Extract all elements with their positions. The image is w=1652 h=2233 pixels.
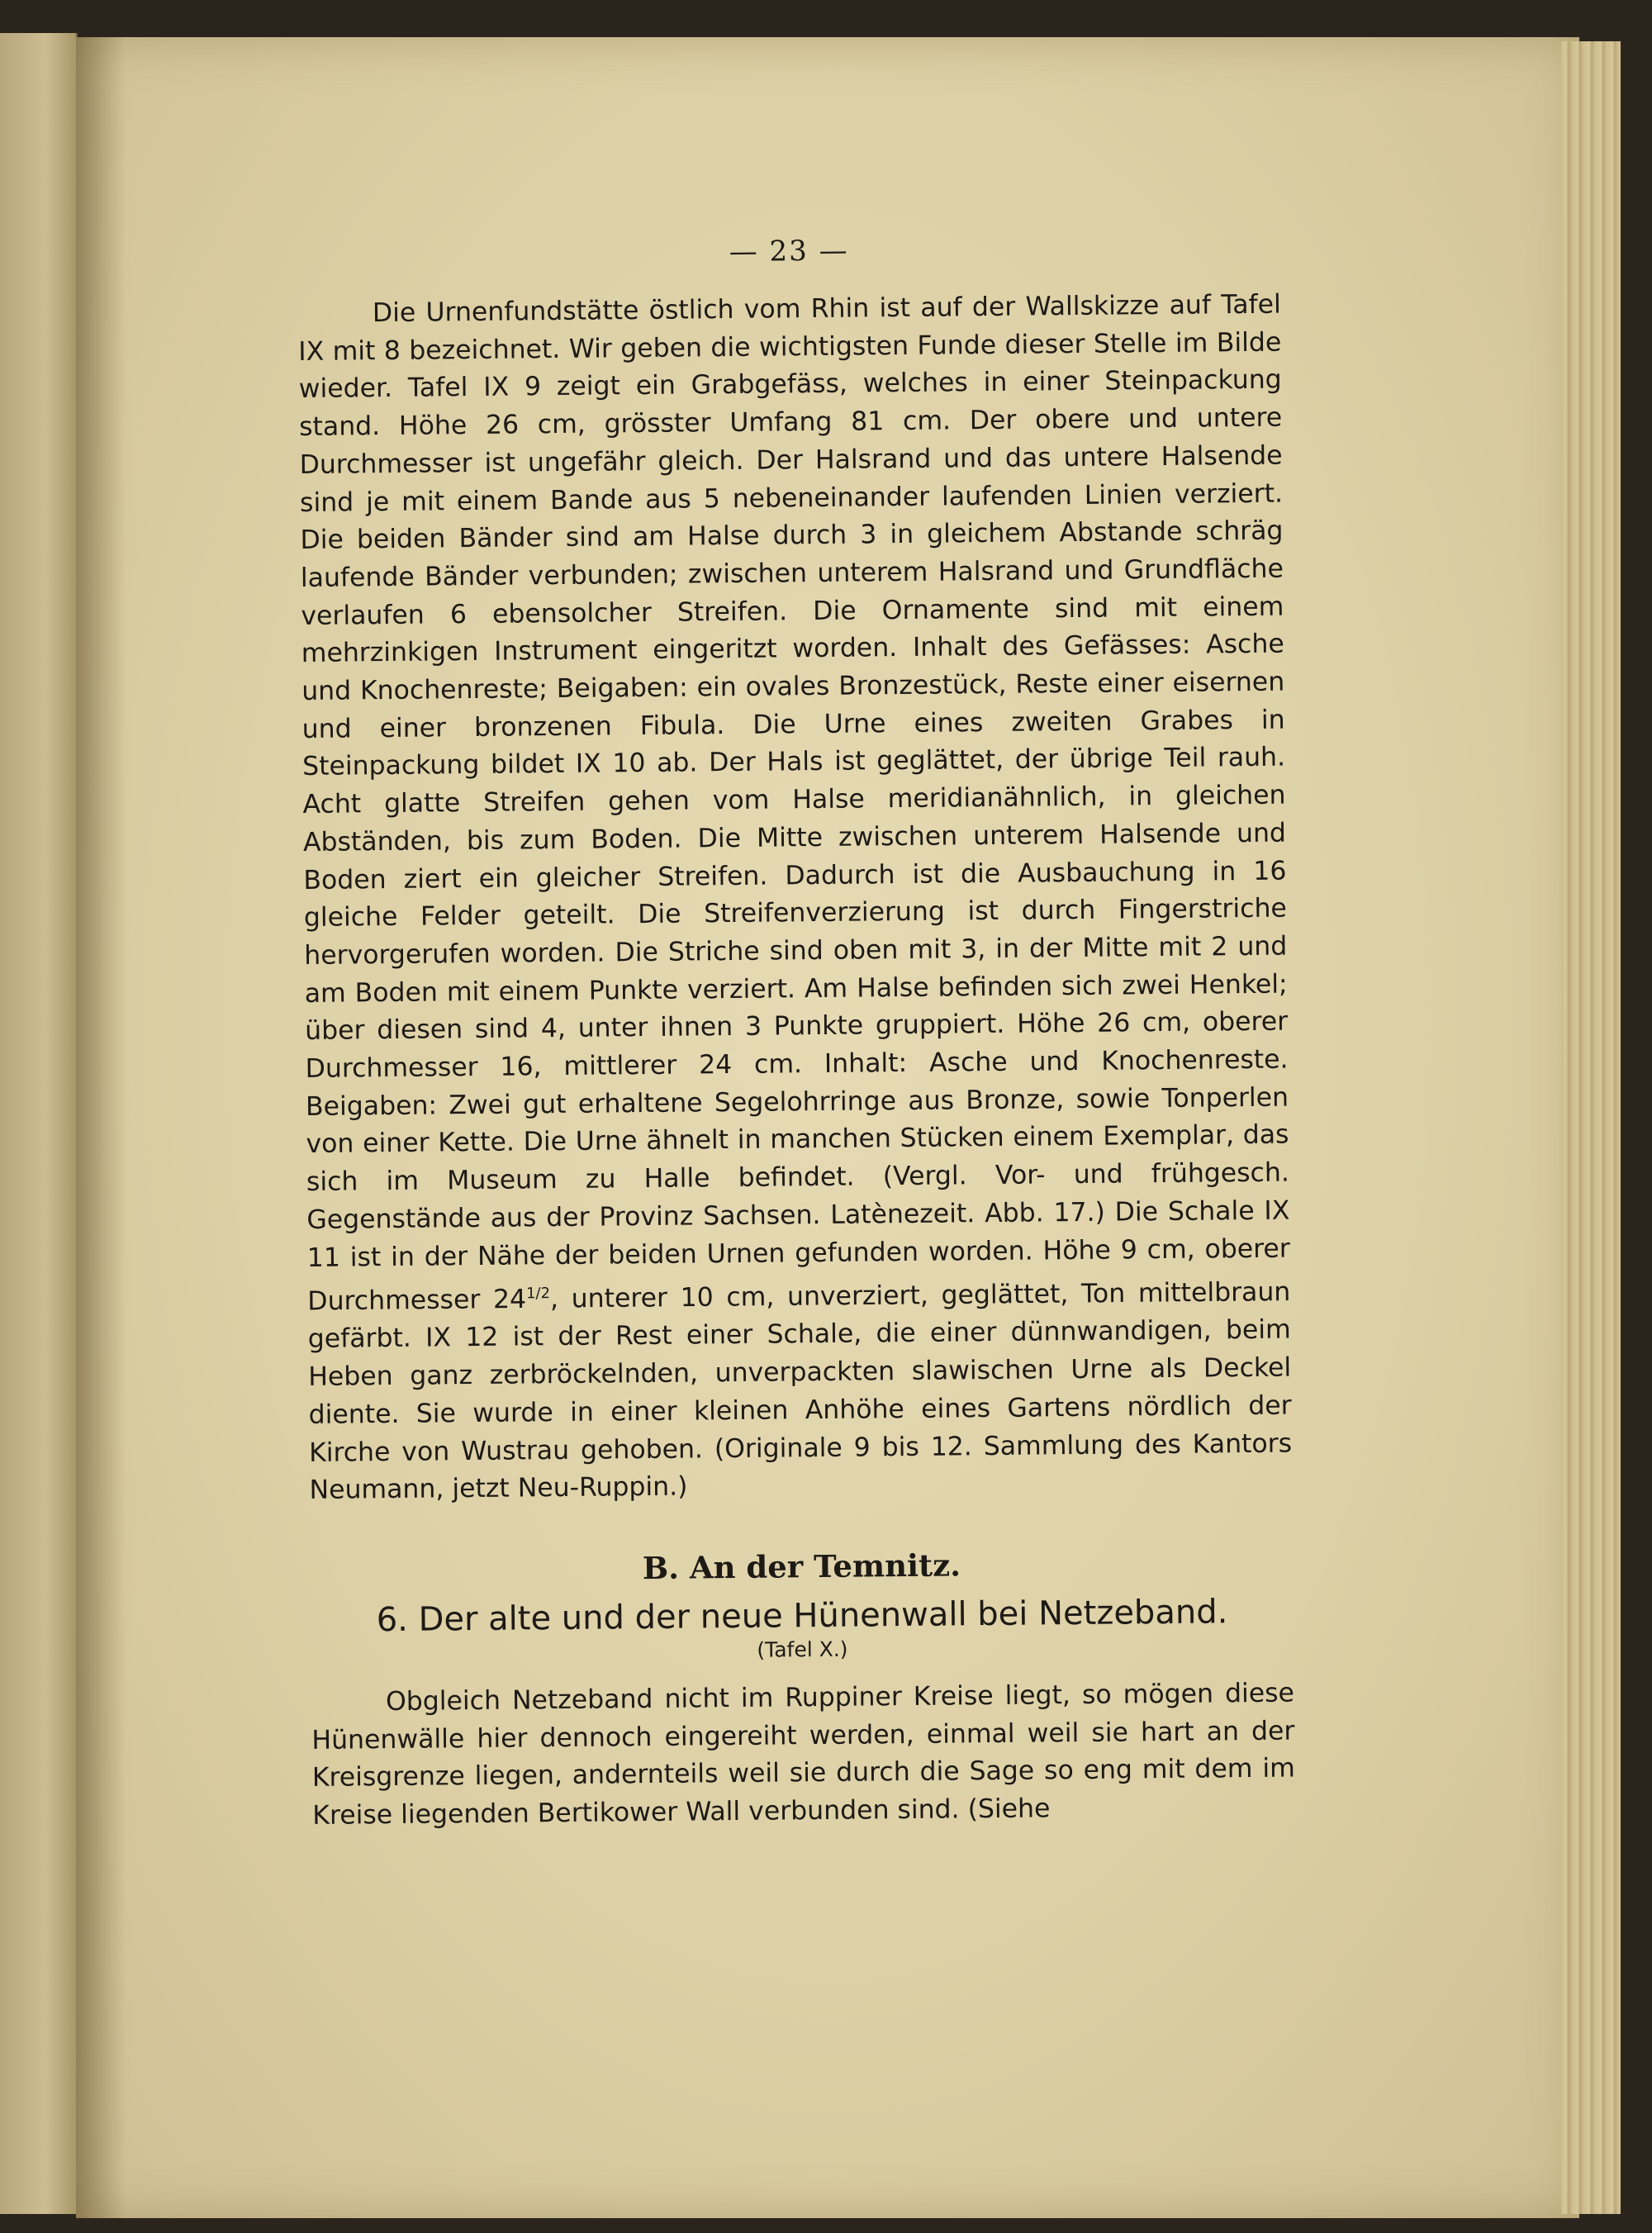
fraction-whole: 24 [492,1285,527,1315]
paragraph-1-end: , unterer 10 cm, unverziert, geglättet, Ton mittelbraun gefärbt. IX 12 ist der Rest einer Schale, die einer dünnwandigen, beim Heben ganz zerbröckelnden, unverpackten slawischen Urne als Deckel diente. Sie wurde in einer kleinen Anhöhe eines Gartens nördlich der Kirche von Wustrau gehoben. (Originale 9 bis 12. Sammlung des Kantors Neumann, jetzt Neu-Ruppin.) [307,1277,1293,1506]
plate-reference: (Tafel X.) [757,1637,848,1662]
chapter-title: 6. Der alte und der neue Hünenwall bei Netzeband. [376,1593,1228,1640]
section-heading: B. An der Temnitz. [642,1546,961,1587]
fraction: 1/2 [525,1285,551,1303]
page-content [297,230,1295,1836]
page-number: — 23 — [729,234,849,268]
paragraph-netzeband: Obgleich Netzeband nicht im Ruppiner Kreise liegt, so mögen diese Hünenwälle hier dennoch eingereiht werden, einmal weil sie hart an der Kreisgrenze liegen, andernteils weil sie durch die Sage so eng mit dem im Kreise liegenden Bertikower Wall verbunden sind. (Siehe [311,1678,1295,1832]
page-stack-edge [1561,41,1621,2214]
previous-page-edge [0,33,78,2214]
paragraph-1-text: Die Urnenfundstätte östlich vom Rhin ist auf der Wallskizze auf Tafel IX mit 8 bezeichnet. Wir geben die wichtigsten Funde dieser Stelle im Bilde wieder. Tafel IX 9 zeigt ein Grabgefäss, welches in einer Steinpackung stand. Höhe 26 cm, grösster Umfang 81 cm. Der obere und untere Durchmesser ist ungefähr gleich. Der Halsrand und das untere Halsende sind je mit einem Bande aus 5 nebeneinander laufenden Linien verziert. Die beiden Bänder sind am Halse durch 3 in gleichem Abstande schräg laufende Bänder verbunden; zwischen unterem Halsrand und Grundfläche verlaufen 6 ebensolcher Streifen. Die Ornamente sind mit einem mehrzinkigen Instrument eingeritzt worden. Inhalt des Gefässes: Asche und Knochenreste; Beigaben: ein ovales Bronzestück, Reste einer eisernen und einer bronzenen Fibula. Die Urne eines zweiten Grabes in Steinpackung bildet IX 10 ab. Der Hals ist geglättet, der übrige Teil rauh. Acht glatte Streifen gehen vom Halse meridianähnlich, in gleichen Abständen, bis zum Boden. Die Mitte zwischen unterem Halsende und Boden ziert ein gleicher Streifen. Dadurch ist die Ausbauchung in 16 gleiche Felder geteilt. Die Streifenverzierung ist durch Fingerstriche hervorgerufen worden. Die Striche sind oben mit 3, in der Mitte mit 2 und am Boden mit einem Punkte verziert. Am Halse befinden sich zwei Henkel; über diesen sind 4, unter ihnen 3 Punkte gruppiert. Höhe 26 cm, oberer Durchmesser 16, mittlerer 24 cm. Inhalt: Asche und Knochenreste. Beigaben: Zwei gut erhaltene Segelohrringe aus Bronze, sowie Tonperlen von einer Kette. Die Urne ähnelt in manchen Stücken einem Exemplar, das sich im Museum zu Halle befindet. (Vergl. Vor- und frühgesch. Gegenstände aus der Provinz Sachsen. Latènezeit. Abb. 17.) Die Schale IX 11 ist in der Nähe der beiden Urnen gefunden worden. Höhe 9 cm, oberer Durchmesser [298,289,1290,1317]
paragraph-urnenfundstaette [298,287,1293,1510]
gutter-shadow [76,37,126,2218]
